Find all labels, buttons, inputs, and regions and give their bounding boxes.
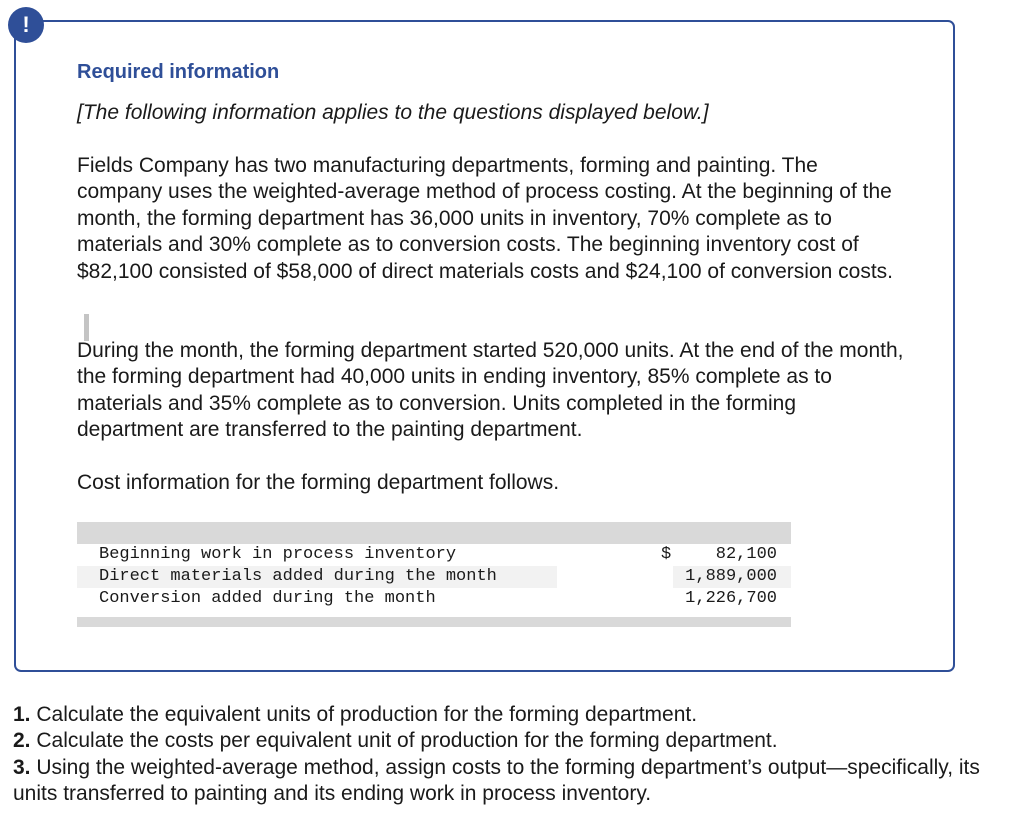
cost-information-table bbox=[77, 522, 791, 627]
row-value: 1,226,700 bbox=[685, 589, 777, 608]
question-item bbox=[13, 702, 1003, 728]
question-item bbox=[13, 755, 1003, 808]
row-currency: $ bbox=[661, 545, 672, 564]
question-text: Calculate the equivalent units of production for the forming department. bbox=[30, 703, 698, 726]
paragraph-month-activity: During the month, the forming department started 520,000 units. At the end of the month, the forming department had 40,000 units in ending inventory, 85% complete as to materials and 35% complete as to conversion. Units completed in the forming department are transferred to the painting department. bbox=[77, 339, 904, 442]
question-text: Calculate the costs per equivalent unit of production for the forming department. bbox=[30, 729, 778, 753]
row-label: Direct materials added during the month bbox=[99, 567, 497, 586]
row-value: 82,100 bbox=[715, 545, 777, 564]
table-header-bar bbox=[77, 522, 791, 544]
table-footer-bar bbox=[77, 617, 791, 627]
table-row bbox=[77, 544, 791, 566]
question-number: 3. bbox=[13, 755, 31, 779]
questions-list bbox=[13, 702, 1003, 808]
exclamation-icon: ! bbox=[8, 7, 44, 43]
table-row bbox=[77, 588, 791, 610]
table-row bbox=[77, 566, 791, 588]
row-value: 1,889,000 bbox=[685, 567, 777, 586]
text-cursor-marker bbox=[84, 314, 89, 341]
row-label: Beginning work in process inventory bbox=[99, 545, 457, 564]
card-subtitle: [The following information applies to the questions displayed below.] bbox=[77, 101, 709, 124]
question-number: 2. bbox=[13, 729, 31, 753]
card-title: Required information bbox=[77, 61, 280, 83]
paragraph-company-description: Fields Company has two manufacturing departments, forming and painting. The company uses the weighted-average method of process costing. At the beginning of the month, the forming department has 36,000 units in inventory, 70% complete as to materials and 30% complete as to conversion costs. The beginning inventory cost of $82,100 consisted of $58,000 of direct materials costs and $24,100 of conversion costs. bbox=[77, 154, 893, 283]
row-label: Conversion added during the month bbox=[99, 589, 436, 608]
required-information-card bbox=[14, 20, 955, 672]
paragraph-cost-intro: Cost information for the forming department follows. bbox=[77, 471, 560, 494]
question-text: Using the weighted-average method, assign costs to the forming department’s output—specifically, its units transferred to painting and its ending work in process inventory. bbox=[13, 755, 980, 806]
question-item bbox=[13, 728, 1003, 754]
question-number: 1. bbox=[13, 703, 31, 726]
